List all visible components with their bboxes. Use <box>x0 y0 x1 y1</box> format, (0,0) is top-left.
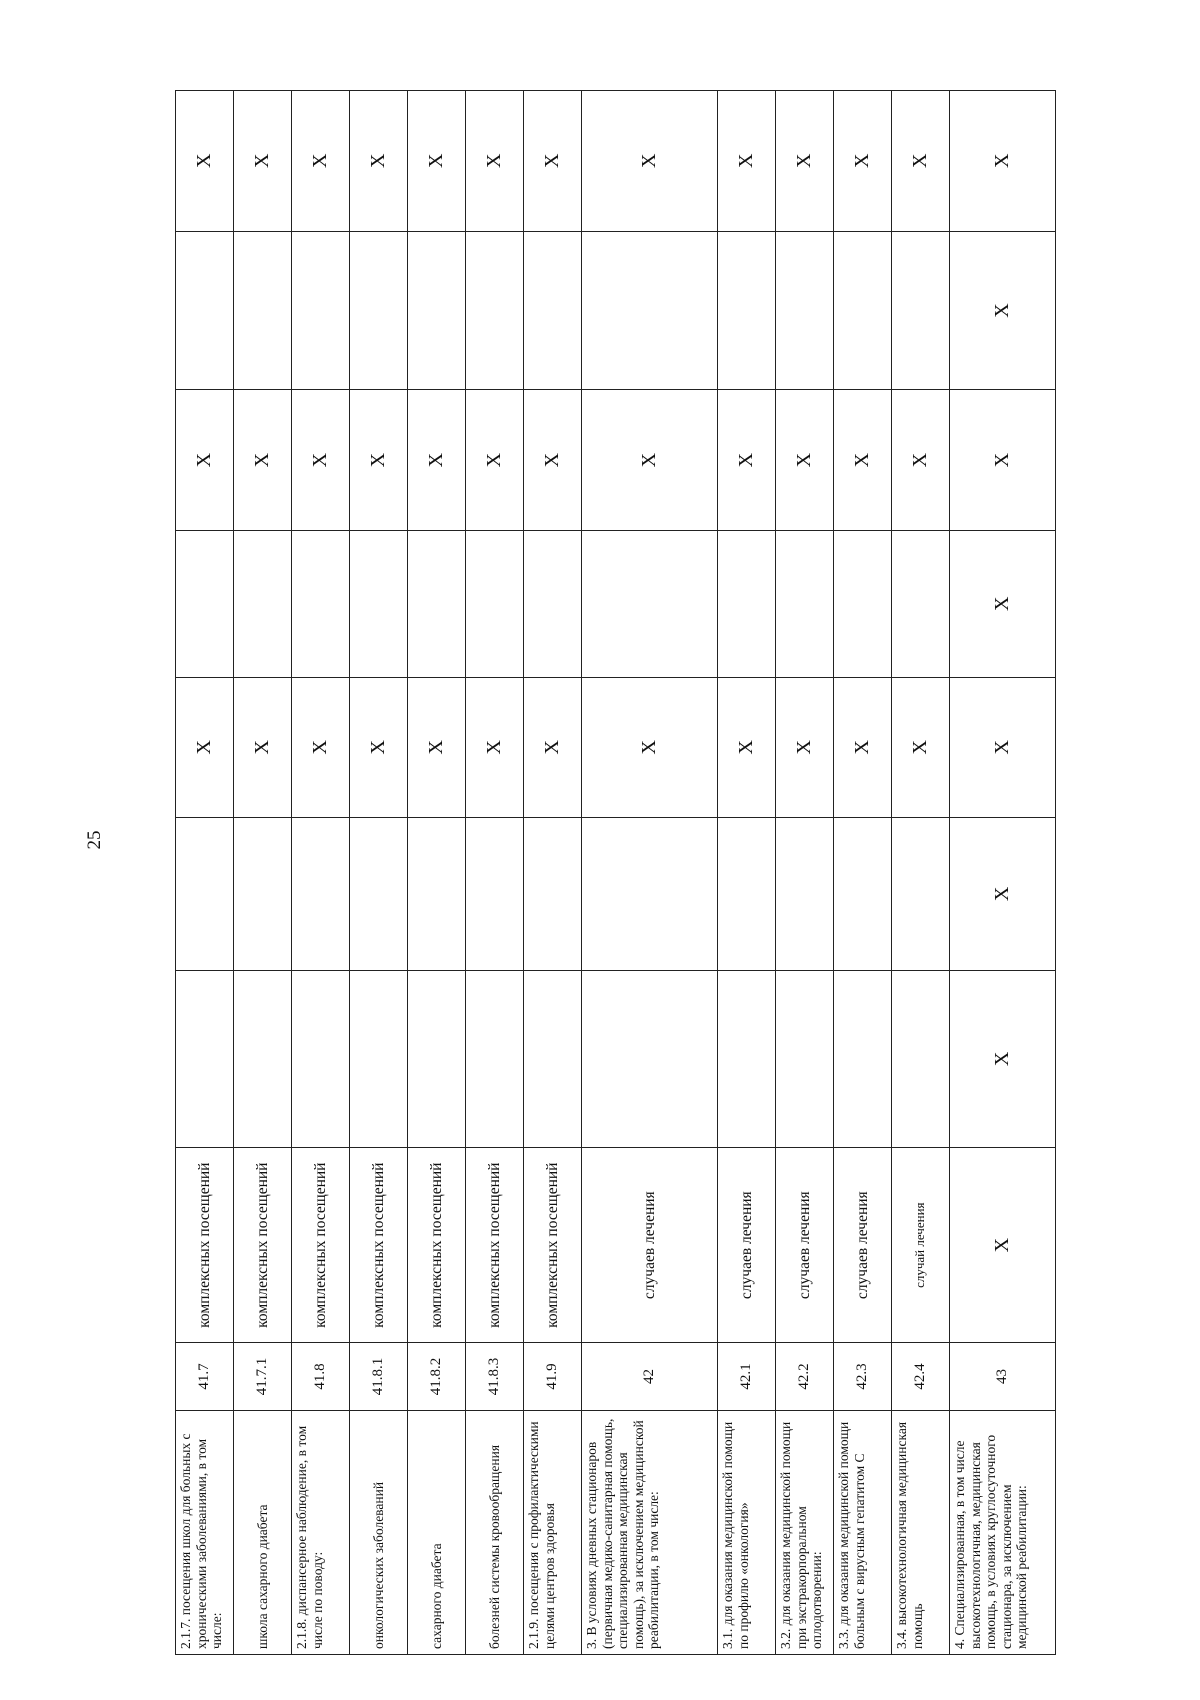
cell-col-3: X <box>892 677 950 818</box>
cell-col-1: X <box>950 970 1056 1147</box>
cell-col-1 <box>466 970 524 1147</box>
row-name: 3.1. для оказания медицинской помощи по профилю «онкология» <box>718 1410 776 1654</box>
cell-col-4 <box>292 530 350 677</box>
cell-col-5: X <box>776 390 834 531</box>
row-unit: случаев лечения <box>834 1147 892 1343</box>
row-code: 42.1 <box>718 1343 776 1410</box>
table-row <box>292 91 350 1655</box>
cell-col-6 <box>176 231 234 390</box>
cell-col-2 <box>892 818 950 971</box>
cell-col-3: X <box>776 677 834 818</box>
row-code: 41.7.1 <box>234 1343 292 1410</box>
cell-col-6 <box>234 231 292 390</box>
cell-col-7: X <box>176 91 234 232</box>
row-code: 41.8.2 <box>408 1343 466 1410</box>
cell-col-2 <box>834 818 892 971</box>
cell-col-7: X <box>292 91 350 232</box>
cell-col-5: X <box>718 390 776 531</box>
cell-col-3: X <box>408 677 466 818</box>
cell-col-2 <box>350 818 408 971</box>
cell-col-5: X <box>292 390 350 531</box>
cell-col-3: X <box>176 677 234 818</box>
row-unit: случаев лечения <box>582 1147 718 1343</box>
row-unit: комплексных посещений <box>350 1147 408 1343</box>
cell-col-5: X <box>892 390 950 531</box>
row-unit: комплексных посещений <box>292 1147 350 1343</box>
cell-col-6 <box>776 231 834 390</box>
cell-col-6 <box>892 231 950 390</box>
cell-col-4 <box>776 530 834 677</box>
cell-col-2 <box>582 818 718 971</box>
row-unit: X <box>950 1147 1056 1343</box>
cell-col-2 <box>408 818 466 971</box>
cell-col-4 <box>892 530 950 677</box>
table-row <box>176 91 234 1655</box>
cell-col-5: X <box>950 390 1056 531</box>
cell-col-1 <box>582 970 718 1147</box>
cell-col-6 <box>524 231 582 390</box>
cell-col-5: X <box>234 390 292 531</box>
cell-col-3: X <box>950 677 1056 818</box>
row-unit: комплексных посещений <box>466 1147 524 1343</box>
cell-col-6: X <box>950 231 1056 390</box>
row-code: 41.8.1 <box>350 1343 408 1410</box>
table-row <box>950 91 1056 1655</box>
cell-col-7: X <box>582 91 718 232</box>
cell-col-5: X <box>834 390 892 531</box>
cell-col-2 <box>292 818 350 971</box>
row-code: 41.9 <box>524 1343 582 1410</box>
table-row <box>524 91 582 1655</box>
cell-col-5: X <box>176 390 234 531</box>
cell-col-1 <box>350 970 408 1147</box>
row-unit: комплексных посещений <box>234 1147 292 1343</box>
cell-col-3: X <box>466 677 524 818</box>
cell-col-6 <box>582 231 718 390</box>
table-row <box>408 91 466 1655</box>
cell-col-4 <box>718 530 776 677</box>
row-name: 3.2. для оказания медицинской помощи при экстракорпоральном оплодотворении: <box>776 1410 834 1654</box>
cell-col-7: X <box>234 91 292 232</box>
cell-col-7: X <box>524 91 582 232</box>
cell-col-2 <box>718 818 776 971</box>
cell-col-4 <box>582 530 718 677</box>
row-name: онкологических заболеваний <box>350 1410 408 1654</box>
table-row <box>466 91 524 1655</box>
cell-col-1 <box>524 970 582 1147</box>
row-unit: комплексных посещений <box>524 1147 582 1343</box>
table-row <box>350 91 408 1655</box>
cell-col-7: X <box>466 91 524 232</box>
cell-col-6 <box>350 231 408 390</box>
cell-col-1 <box>234 970 292 1147</box>
cell-col-1 <box>718 970 776 1147</box>
row-name: болезней системы кровообращения <box>466 1410 524 1654</box>
row-code: 41.8 <box>292 1343 350 1410</box>
cell-col-3: X <box>718 677 776 818</box>
row-unit: случаев лечения <box>776 1147 834 1343</box>
row-unit: комплексных посещений <box>408 1147 466 1343</box>
cell-col-4 <box>234 530 292 677</box>
table-row <box>582 91 718 1655</box>
cell-col-6 <box>834 231 892 390</box>
cell-col-7: X <box>350 91 408 232</box>
cell-col-5: X <box>466 390 524 531</box>
table-row <box>892 91 950 1655</box>
cell-col-4 <box>834 530 892 677</box>
row-name: 3.3. для оказания медицинской помощи больным с вирусным гепатитом С <box>834 1410 892 1654</box>
row-name: школа сахарного диабета <box>234 1410 292 1654</box>
cell-col-5: X <box>408 390 466 531</box>
cell-col-2: X <box>950 818 1056 971</box>
row-name: 2.1.8. диспансерное наблюдение, в том числе по поводу: <box>292 1410 350 1654</box>
cell-col-1 <box>292 970 350 1147</box>
row-unit: случаев лечения <box>718 1147 776 1343</box>
cell-col-4 <box>176 530 234 677</box>
row-name: сахарного диабета <box>408 1410 466 1654</box>
row-name: 3. В условиях дневных стационаров (первичная медико-санитарная помощь, специализированная медицинская помощь), за исключением медицинской реабилитации, в том числе: <box>582 1410 718 1654</box>
cell-col-6 <box>408 231 466 390</box>
table-row <box>718 91 776 1655</box>
cell-col-2 <box>524 818 582 971</box>
cell-col-1 <box>892 970 950 1147</box>
cell-col-7: X <box>776 91 834 232</box>
cell-col-5: X <box>350 390 408 531</box>
cell-col-3: X <box>292 677 350 818</box>
cell-col-4 <box>408 530 466 677</box>
row-name: 4. Специализированная, в том числе высокотехнологичная, медицинская помощь, в условиях круглосуточного стационара, за исключением медицинской реабилитации: <box>950 1410 1056 1654</box>
cell-col-5: X <box>524 390 582 531</box>
table-row <box>834 91 892 1655</box>
cell-col-4 <box>350 530 408 677</box>
cell-col-6 <box>466 231 524 390</box>
cell-col-4 <box>466 530 524 677</box>
cell-col-2 <box>776 818 834 971</box>
table-row <box>234 91 292 1655</box>
row-unit: комплексных посещений <box>176 1147 234 1343</box>
row-code: 42 <box>582 1343 718 1410</box>
cell-col-2 <box>466 818 524 971</box>
cell-col-6 <box>292 231 350 390</box>
cell-col-3: X <box>834 677 892 818</box>
row-code: 42.2 <box>776 1343 834 1410</box>
cell-col-7: X <box>718 91 776 232</box>
cell-col-2 <box>234 818 292 971</box>
cell-col-3: X <box>582 677 718 818</box>
cell-col-7: X <box>408 91 466 232</box>
cell-col-1 <box>834 970 892 1147</box>
cell-col-2 <box>176 818 234 971</box>
cell-col-5: X <box>582 390 718 531</box>
cell-col-7: X <box>950 91 1056 232</box>
row-name: 2.1.9. посещения с профилактическими целями центров здоровья <box>524 1410 582 1654</box>
row-code: 41.7 <box>176 1343 234 1410</box>
cell-col-4: X <box>950 530 1056 677</box>
cell-col-6 <box>718 231 776 390</box>
cell-col-7: X <box>892 91 950 232</box>
cell-col-3: X <box>350 677 408 818</box>
row-code: 42.3 <box>834 1343 892 1410</box>
cell-col-7: X <box>834 91 892 232</box>
cell-col-1 <box>176 970 234 1147</box>
row-name: 3.4. высокотехнологичная медицинская помощь <box>892 1410 950 1654</box>
data-table <box>175 90 1056 1655</box>
cell-col-3: X <box>524 677 582 818</box>
row-code: 41.8.3 <box>466 1343 524 1410</box>
row-code: 42.4 <box>892 1343 950 1410</box>
rotated-table-container <box>175 90 1055 1655</box>
cell-col-1 <box>408 970 466 1147</box>
cell-col-1 <box>776 970 834 1147</box>
row-unit: случай лечения <box>892 1147 950 1343</box>
row-code: 43 <box>950 1343 1056 1410</box>
table-row <box>776 91 834 1655</box>
cell-col-3: X <box>234 677 292 818</box>
page-number: 25 <box>84 830 105 850</box>
cell-col-4 <box>524 530 582 677</box>
row-name: 2.1.7. посещения школ для больных с хроническими заболеваниями, в том числе: <box>176 1410 234 1654</box>
